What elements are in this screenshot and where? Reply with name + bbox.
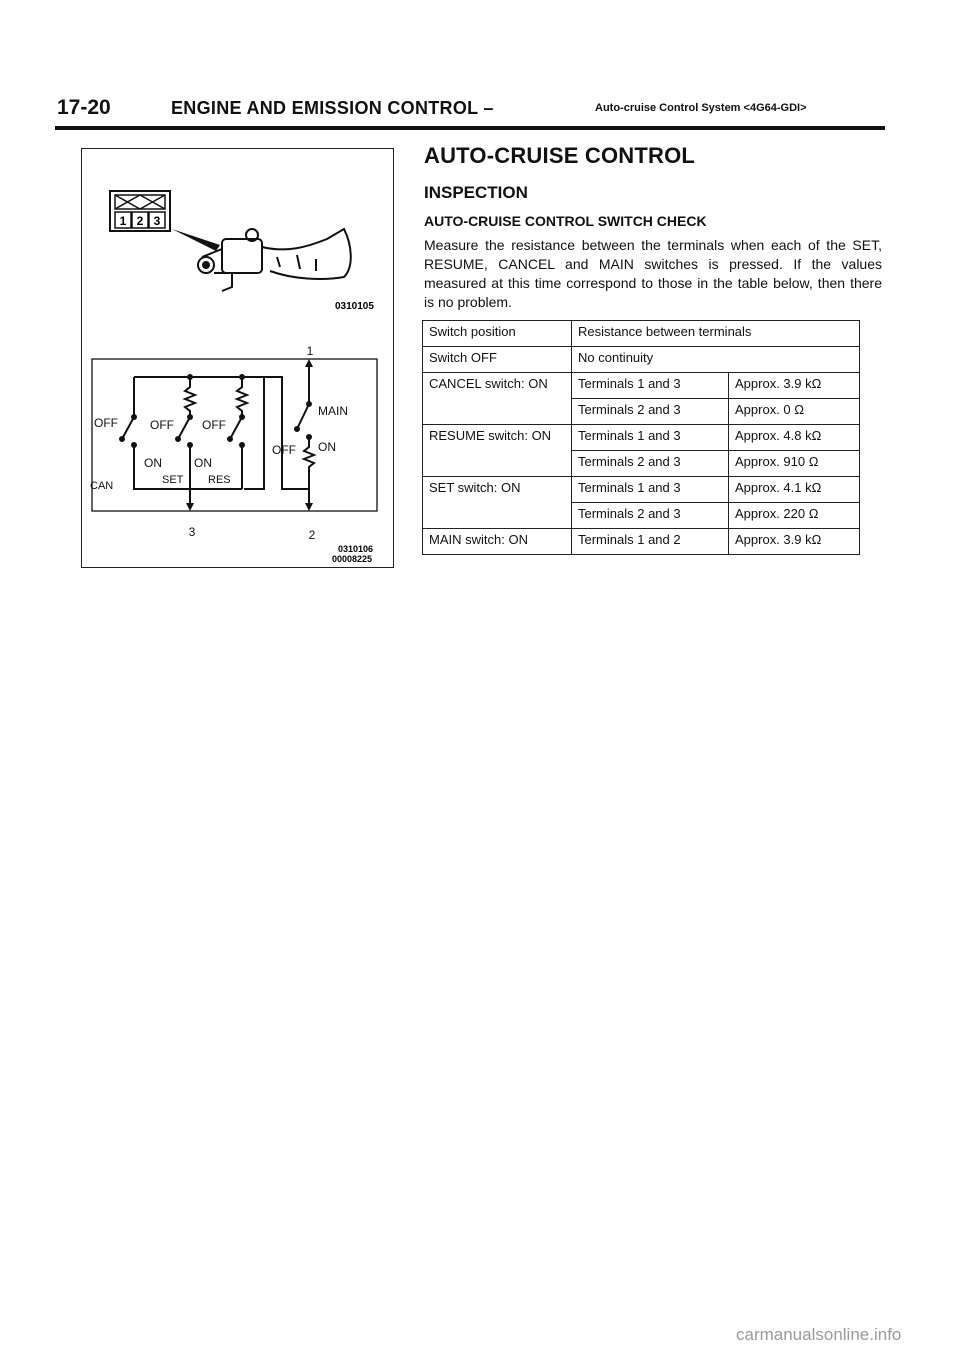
section-title: ENGINE AND EMISSION CONTROL –: [171, 98, 494, 118]
cruise-lever-switch-icon: [198, 229, 351, 291]
main-on-label: ON: [318, 440, 336, 454]
table-row: [423, 425, 860, 451]
table-cell: Switch OFF: [423, 347, 572, 373]
figure-code-bottom-1: 0310106: [338, 544, 374, 554]
table-cell: CANCEL switch: ON: [423, 373, 572, 425]
terminal-2-label: 2: [308, 528, 316, 542]
set-label: SET: [162, 474, 184, 486]
inspection-heading: INSPECTION: [424, 183, 528, 202]
table-header-cell: Resistance between terminals: [572, 321, 860, 347]
subsection-title: Auto-cruise Control System <4G64-GDI>: [595, 102, 807, 114]
table-cell: SET switch: ON: [423, 477, 572, 529]
procedure-paragraph: Measure the resistance between the terminals when each of the SET, RESUME, CANCEL and MAIN switches is pressed. If the values measured at this time correspond to those in the table below, then there is no problem.: [424, 237, 882, 310]
table-cell: Approx. 4.1 kΩ: [729, 477, 860, 503]
table-cell: Terminals 2 and 3: [572, 503, 729, 529]
connector-icon: [110, 191, 170, 231]
cancel-label: CAN: [90, 480, 114, 492]
table-cell: Terminals 1 and 2: [572, 529, 729, 555]
table-cell: No continuity: [572, 347, 860, 373]
table-cell: Approx. 4.8 kΩ: [729, 425, 860, 451]
table-cell: Approx. 0 Ω: [729, 399, 860, 425]
terminal-3-label: 3: [188, 525, 196, 539]
main-label: MAIN: [318, 404, 348, 418]
resume-label: RES: [208, 474, 231, 486]
page-title: AUTO-CRUISE CONTROL: [424, 143, 696, 168]
table-cell: Approx. 910 Ω: [729, 451, 860, 477]
resistance-table: [422, 320, 860, 555]
table-cell: Terminals 1 and 3: [572, 477, 729, 503]
header-rule: [55, 126, 885, 130]
procedure-heading: AUTO-CRUISE CONTROL SWITCH CHECK: [424, 213, 707, 229]
page-header: [55, 96, 885, 126]
connector-pin-1: 1: [119, 214, 127, 228]
connector-pin-2: 2: [136, 214, 144, 228]
cancel-off-label: OFF: [94, 416, 118, 430]
table-row: [423, 347, 860, 373]
table-cell: Approx. 220 Ω: [729, 503, 860, 529]
table-cell: Terminals 2 and 3: [572, 451, 729, 477]
page-number: 17-20: [57, 96, 111, 119]
set-on-label: ON: [144, 456, 162, 470]
switch-figure: [81, 148, 394, 568]
terminal-1-label: 1: [306, 344, 314, 358]
table-cell: MAIN switch: ON: [423, 529, 572, 555]
table-row: [423, 321, 860, 347]
resume-on-label: ON: [194, 456, 212, 470]
switch-diagram: [82, 149, 395, 569]
table-cell: Terminals 1 and 3: [572, 373, 729, 399]
set-off-label: OFF: [150, 418, 174, 432]
table-cell: Approx. 3.9 kΩ: [729, 373, 860, 399]
table-row: [423, 373, 860, 399]
figure-code-bottom-2: 00008225: [332, 554, 373, 564]
table-cell: Terminals 2 and 3: [572, 399, 729, 425]
table-cell: Terminals 1 and 3: [572, 425, 729, 451]
resume-off-label: OFF: [202, 418, 226, 432]
site-watermark: carmanualsonline.info: [736, 1325, 902, 1344]
main-off-label: OFF: [272, 443, 296, 457]
table-cell: RESUME switch: ON: [423, 425, 572, 477]
figure-code-top: 0310105: [335, 301, 374, 312]
table-header-cell: Switch position: [423, 321, 572, 347]
pointer-arrow-icon: [172, 229, 220, 251]
table-cell: Approx. 3.9 kΩ: [729, 529, 860, 555]
table-row: [423, 529, 860, 555]
connector-pin-3: 3: [153, 214, 161, 228]
table-row: [423, 477, 860, 503]
